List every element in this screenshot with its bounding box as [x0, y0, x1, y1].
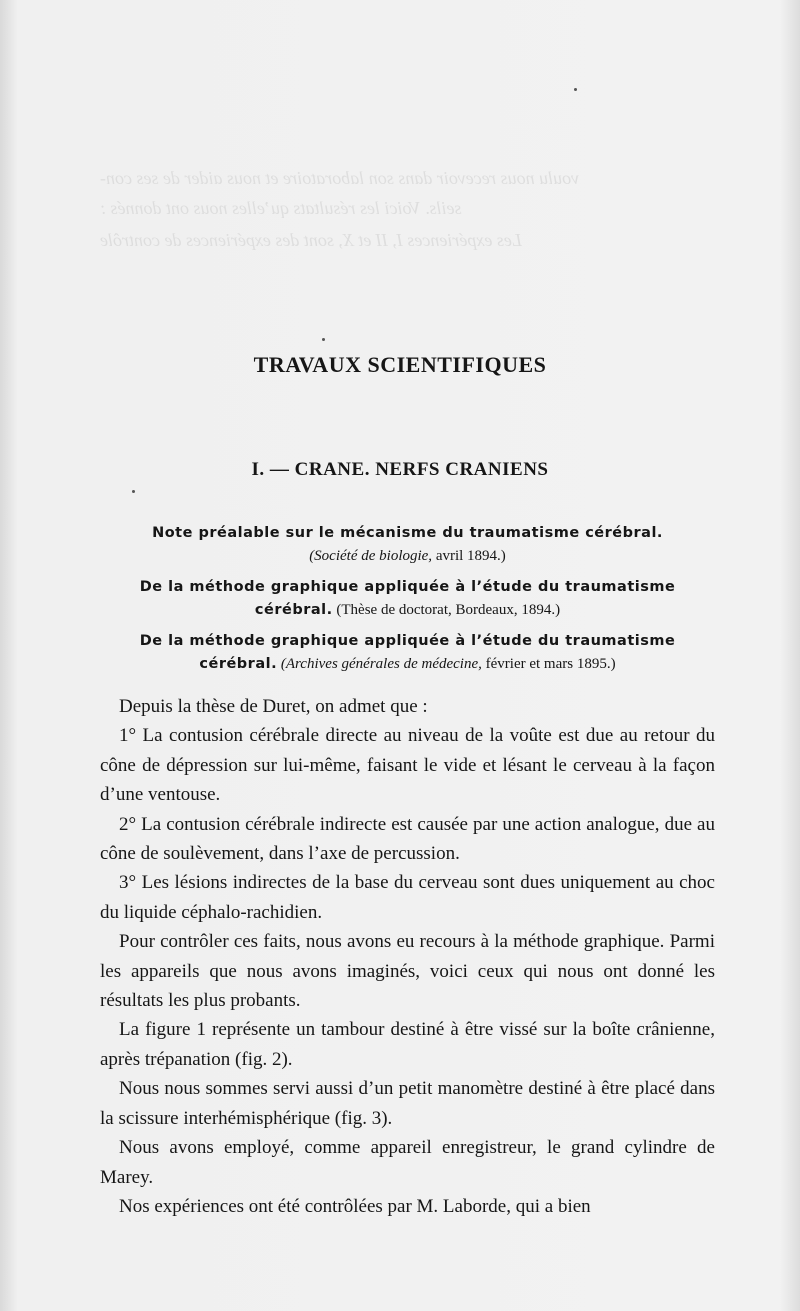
speck — [574, 88, 577, 91]
speck — [132, 490, 135, 493]
paragraph: Pour contrôler ces faits, nous avons eu recours à la méthode graphique. Parmi les appareils que nous avons imaginés, voici ceux qui nous ont donné les résultats les plus probants. — [100, 931, 715, 1012]
reference-source: (Archives générales de médecine, — [277, 656, 482, 672]
reference-title: De la méthode graphique appliquée à l’étude du traumatisme cérébral. — [139, 633, 676, 672]
paragraph: 2° La contusion cérébrale indirecte est causée par une action analogue, due au cône de soulèvement, dans l’axe de percussion. — [100, 813, 715, 865]
speck — [322, 338, 325, 341]
reference-source: (Thèse de doctorat, Bordeaux, 1894.) — [332, 602, 561, 618]
reference-date: février et mars 1895.) — [481, 656, 616, 672]
show-through-text: seils. Voici les résultats qu’elles nous ont donnés : — [100, 198, 462, 218]
paragraph: Nos expériences ont été contrôlées par M. Laborde, qui a bien — [119, 1195, 591, 1217]
reference-entry — [100, 630, 715, 676]
reference-list — [100, 522, 715, 684]
reference-date: avril 1894.) — [432, 548, 506, 564]
reference-entry — [100, 576, 715, 622]
reference-title: Note préalable sur le mécanisme du traumatisme cérébral. — [152, 525, 663, 541]
section-heading: I. — CRANE. NERFS CRANIENS — [251, 459, 549, 480]
show-through-text: Les expériences I, II et X, sont des expériences de contrôle — [100, 230, 522, 250]
paragraph: 3° Les lésions indirectes de la base du cerveau sont dues uniquement au choc du liquide céphalo-rachidien. — [100, 872, 715, 923]
paragraph: Nous avons employé, comme appareil enregistreur, le grand cylindre de Marey. — [100, 1137, 715, 1188]
reference-source: (Société de biologie, — [309, 548, 433, 564]
reference-title: De la méthode graphique appliquée à l’étude du traumatisme cérébral. — [139, 579, 676, 618]
page-title: TRAVAUX SCIENTIFIQUES — [253, 352, 547, 377]
paragraph: La figure 1 représente un tambour destiné à être vissé sur la boîte crânienne, après trépanation (fig. 2). — [100, 1019, 715, 1070]
paragraph: 1° La contusion cérébrale directe au niveau de la voûte est due au retour du cône de dépression sur lui-même, faisant le vide et lésant le cerveau à la façon d’une ventouse. — [100, 725, 715, 806]
paragraph: Depuis la thèse de Duret, on admet que : — [119, 696, 428, 717]
paragraph: Nous nous sommes servi aussi d’un petit manomètre destiné à être placé dans la scissure interhémisphérique (fig. 3). — [100, 1078, 715, 1129]
reference-entry — [100, 522, 715, 568]
show-through-text: voulu nous recevoir dans son laboratoire et nous aider de ses con- — [100, 168, 580, 188]
body-text — [100, 692, 715, 1221]
